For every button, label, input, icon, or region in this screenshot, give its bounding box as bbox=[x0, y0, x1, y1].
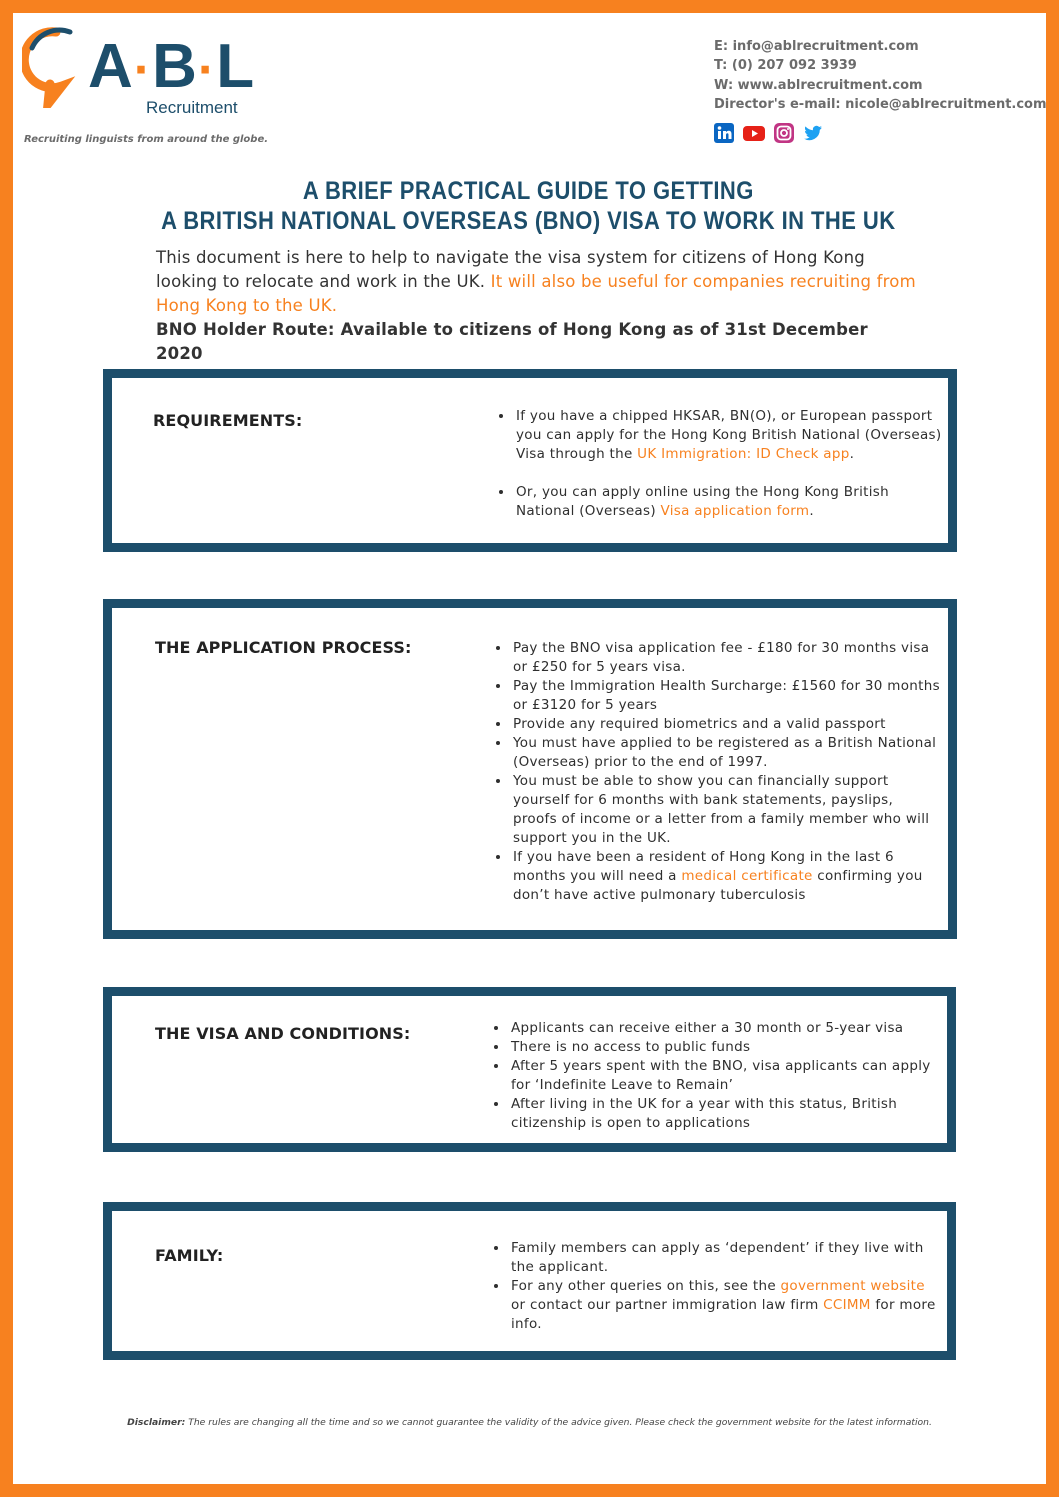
list-item: • Provide any required biometrics and a valid passport bbox=[511, 715, 941, 734]
intro-highlight: It will also be useful for companies recruiting from Hong Kong to the UK. bbox=[156, 272, 916, 315]
disclaimer bbox=[0, 1417, 1059, 1428]
tagline: Recruiting linguists from around the globe. bbox=[24, 134, 269, 145]
disclaimer-text: The rules are changing all the time and so we cannot guarantee the validity of the advice given. Please check the government website for the latest information. bbox=[185, 1417, 932, 1428]
visa-application-form-link[interactable]: Visa application form bbox=[660, 503, 810, 519]
list-item: • Or, you can apply online using the Hong Kong British National (Overseas) Visa application form. bbox=[514, 483, 944, 521]
visa-conditions-box bbox=[103, 987, 956, 1152]
government-website-link[interactable]: government website bbox=[780, 1278, 925, 1294]
list-item: • There is no access to public funds bbox=[509, 1038, 939, 1057]
abl-logo[interactable] bbox=[22, 26, 256, 121]
list-item: • Family members can apply as ‘dependent’ if they live with the applicant. bbox=[509, 1239, 939, 1277]
family-box bbox=[103, 1202, 956, 1360]
application-process-box bbox=[103, 599, 957, 939]
medical-certificate-link[interactable]: medical certificate bbox=[681, 868, 813, 884]
requirements-list bbox=[495, 407, 944, 521]
contact-director-email[interactable]: Director's e-mail: nicole@ablrecruitment.com bbox=[714, 96, 1047, 112]
logo-letters: A·B·L bbox=[88, 32, 256, 101]
family-list bbox=[490, 1239, 939, 1334]
logo-subtitle: Recruitment bbox=[146, 98, 238, 117]
list-item: • You must have applied to be registered as a British National (Overseas) prior to the end of 1997. bbox=[511, 734, 941, 772]
list-item: • After living in the UK for a year with this status, British citizenship is open to applications bbox=[509, 1095, 939, 1133]
twitter-icon[interactable] bbox=[803, 123, 823, 143]
contact-phone[interactable]: T: (0) 207 092 3939 bbox=[714, 58, 857, 74]
list-item: • Pay the Immigration Health Surcharge: £1560 for 30 months or £3120 for 5 years bbox=[511, 677, 941, 715]
list-item: • After 5 years spent with the BNO, visa applicants can apply for ‘Indefinite Leave to Remain’ bbox=[509, 1057, 939, 1095]
ccimm-link[interactable]: CCIMM bbox=[823, 1297, 871, 1313]
disclaimer-label: Disclaimer: bbox=[127, 1417, 186, 1428]
title-line-2: A BRITISH NATIONAL OVERSEAS (BNO) VISA TO WORK IN THE UK bbox=[161, 207, 896, 235]
requirements-box bbox=[103, 369, 957, 552]
list-item: • If you have a chipped HKSAR, BN(O), or European passport you can apply for the Hong Kong British National (Overseas) Visa through the UK Immigration: ID Check app. bbox=[514, 407, 944, 464]
page-title bbox=[62, 176, 994, 236]
list-item: • If you have been a resident of Hong Kong in the last 6 months you will need a medical certificate confirming you don’t have active pulmonary tuberculosis bbox=[511, 848, 941, 905]
youtube-icon[interactable] bbox=[743, 123, 765, 143]
contact-email[interactable]: E: info@ablrecruitment.com bbox=[714, 39, 919, 54]
instagram-icon[interactable] bbox=[774, 123, 794, 143]
list-item: • You must be able to show you can financially support yourself for 6 months with bank statements, payslips, proofs of income or a letter from a family member who will support you in the UK. bbox=[511, 772, 941, 848]
family-heading: FAMILY: bbox=[155, 1246, 224, 1265]
bno-route: BNO Holder Route: Available to citizens of Hong Kong as of 31st December 2020 bbox=[156, 320, 868, 363]
contact-web[interactable]: W: www.ablrecruitment.com bbox=[714, 77, 923, 93]
list-item: • Applicants can receive either a 30 month or 5-year visa bbox=[509, 1019, 939, 1038]
application-process-heading: THE APPLICATION PROCESS: bbox=[155, 638, 412, 657]
application-process-list bbox=[492, 639, 941, 905]
title-line-1: A BRIEF PRACTICAL GUIDE TO GETTING bbox=[302, 177, 754, 205]
contact-block bbox=[714, 37, 1047, 114]
list-item: • For any other queries on this, see the government website or contact our partner immigration law firm CCIMM for more info. bbox=[509, 1277, 939, 1334]
intro-paragraph bbox=[156, 246, 916, 366]
visa-conditions-heading: THE VISA AND CONDITIONS: bbox=[155, 1024, 411, 1043]
speech-bubble-logo-icon bbox=[22, 26, 92, 108]
social-links bbox=[714, 123, 823, 143]
requirements-heading: REQUIREMENTS: bbox=[153, 411, 303, 430]
list-item: • Pay the BNO visa application fee - £180 for 30 months visa or £250 for 5 years visa. bbox=[511, 639, 941, 677]
intro-text: This document is here to help to navigate the visa system for citizens of Hong Kong looking to relocate and work in the UK. bbox=[156, 248, 865, 291]
id-check-app-link[interactable]: UK Immigration: ID Check app bbox=[637, 446, 850, 462]
visa-conditions-list bbox=[490, 1019, 939, 1133]
linkedin-icon[interactable] bbox=[714, 123, 734, 143]
